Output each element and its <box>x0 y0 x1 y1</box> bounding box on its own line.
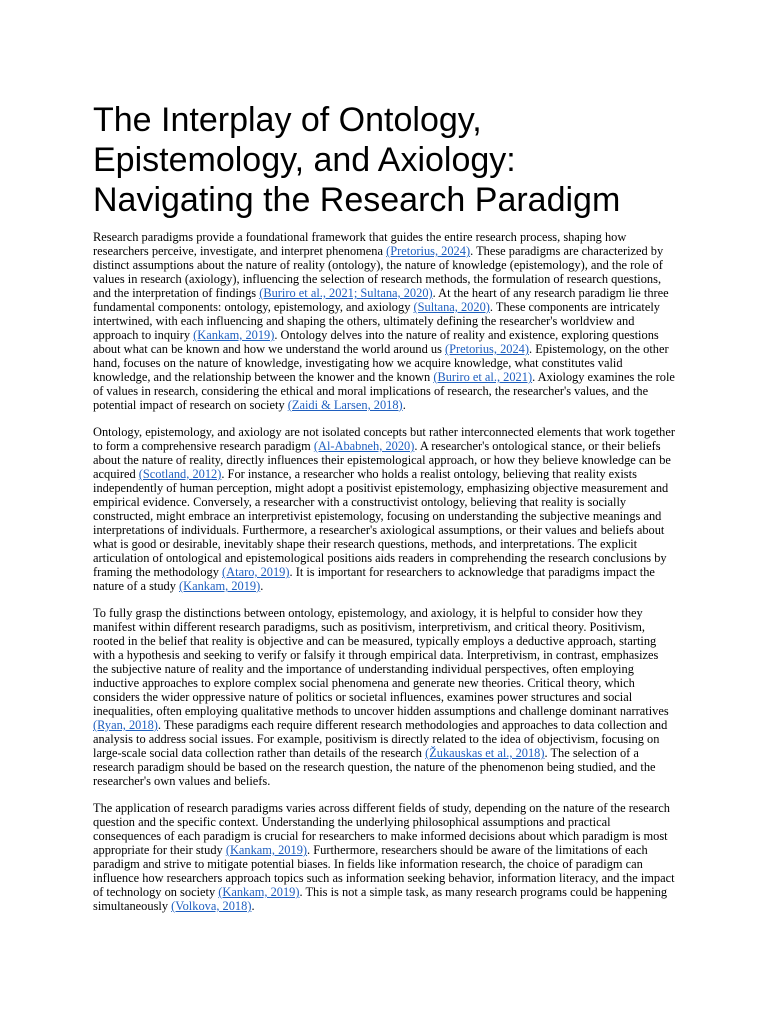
document-title: The Interplay of Ontology, Epistemology, and Axiology: Navigating the Research Paradigm <box>93 101 621 219</box>
citation-link[interactable]: (Buriro et al., 2021; Sultana, 2020) <box>259 286 433 300</box>
citation-link[interactable]: (Buriro et al., 2021) <box>433 370 533 384</box>
paragraph-text: The application of research paradigms varies across different fields of study, depending on the nature of the research question and the specific context. Understanding the underlying philosophical assumptions and practical consequences of each paradigm is crucial for researchers to make informed decisions about which paradigm is most appropriate for their study <box>93 801 670 857</box>
citation-link[interactable]: (Ryan, 2018) <box>93 718 158 732</box>
citation-link[interactable]: (Kankam, 2019) <box>179 579 261 593</box>
paragraph-text: . For instance, a researcher who holds a realist ontology, believing that reality exists independently of human perception, might adopt a positivist epistemology, emphasizing objective measurement and empirical evidence. Conversely, a researcher with a constructivist ontology, believing that reality is socially constructed, might embrace an interpretivist epistemology, focusing on understanding the subjective meanings and interpretations of individuals. Furthermore, a researcher's axiological assumptions, or their values and beliefs about what is good or desirable, inevitably shape their research questions, methods, and interpretations. The explicit articulation of ontological and epistemological positions aids readers in comprehending the research conclusions by framing the methodology <box>93 467 669 579</box>
paragraph-text: . Epistemology, on the other hand, focuses on the nature of knowledge, investigating how we acquire knowledge, what constitutes valid knowledge, and the relationship between the knower and the known <box>93 342 669 384</box>
paragraph-text: . <box>402 398 406 412</box>
paragraph-text: . <box>251 899 255 913</box>
paragraph-text: . These paradigms are characterized by distinct assumptions about the nature of reality (ontology), the nature of knowledge (epistemology), and the role of values in research (axiology), influencing the selection of research methods, the formulation of research questions, and the interpretation of findings <box>93 244 664 300</box>
document-body <box>93 230 675 913</box>
citation-link[interactable]: (Ataro, 2019) <box>222 565 290 579</box>
body-paragraph <box>93 425 675 593</box>
paragraph-text: . The selection of a research paradigm should be based on the research question, the nature of the phenomenon being studied, and the researcher's own values and beliefs. <box>93 746 656 788</box>
paragraph-text: . These components are intricately intertwined, with each influencing and shaping the others, ultimately defining the researcher's worldview and approach to inquiry <box>93 300 660 342</box>
citation-link[interactable]: (Kankam, 2019) <box>193 328 275 342</box>
paragraph-text: . <box>260 579 264 593</box>
citation-link[interactable]: (Scotland, 2012) <box>138 467 222 481</box>
citation-link[interactable]: (Zaidi & Larsen, 2018) <box>287 398 403 412</box>
paragraph-text: . Ontology delves into the nature of reality and existence, exploring questions about what can be known and how we understand the world around us <box>93 328 659 356</box>
citation-link[interactable]: (Pretorius, 2024) <box>386 244 471 258</box>
paragraph-text: . These paradigms each require different research methodologies and approaches to data collection and analysis to address social issues. For example, positivism is directly related to the idea of objectivism, focusing on large-scale social data collection rather than details of the research <box>93 718 668 760</box>
paragraph-text: Ontology, epistemology, and axiology are not isolated concepts but rather interconnected elements that work together to form a comprehensive research paradigm <box>93 425 675 453</box>
paragraph-text: . Furthermore, researchers should be aware of the limitations of each paradigm and strive to mitigate potential biases. In fields like information research, the choice of paradigm can influence how researchers approach topics such as information seeking behavior, information literacy, and the impact of technology on society <box>93 843 675 899</box>
citation-link[interactable]: (Pretorius, 2024) <box>445 342 529 356</box>
paragraph-text: . It is important for researchers to acknowledge that paradigms impact the nature of a study <box>93 565 655 593</box>
citation-link[interactable]: (Volkova, 2018) <box>171 899 252 913</box>
citation-link[interactable]: (Al-Ababneh, 2020) <box>313 439 415 453</box>
paragraph-text: . Axiology examines the role of values in research, considering the ethical and moral implications of research, the researcher's values, and the potential impact of research on society <box>93 370 675 412</box>
citation-link[interactable]: (Kankam, 2019) <box>225 843 308 857</box>
paragraph-text: To fully grasp the distinctions between ontology, epistemology, and axiology, it is helpful to consider how they manifest within different research paradigms, such as positivism, interpretivism, and critical theory. Positivism, rooted in the belief that reality is objective and can be measured, typically employs a deductive approach, starting with a hypothesis and seeking to verify or falsify it through empirical data. Interpretivism, in contrast, emphasizes the subjective nature of reality and the importance of understanding individual perspectives, often employing inductive approaches to explore complex social phenomena and generate new theories. Critical theory, which considers the wider oppressive nature of politics or societal influences, examines power structures and social inequalities, often employing qualitative methods to uncover hidden assumptions and challenge dominant narratives <box>93 606 669 718</box>
paragraph-text: . A researcher's ontological stance, or their beliefs about the nature of reality, directly influences their epistemological approach, or how they believe knowledge can be acquired <box>93 439 671 481</box>
body-paragraph <box>93 230 675 412</box>
citation-link[interactable]: (Žukauskas et al., 2018) <box>425 746 545 760</box>
paragraph-text: . This is not a simple task, as many research programs could be happening simultaneously <box>93 885 668 913</box>
paragraph-text: Research paradigms provide a foundational framework that guides the entire research process, shaping how researchers perceive, investigate, and interpret phenomena <box>93 230 627 258</box>
citation-link[interactable]: (Sultana, 2020) <box>413 300 490 314</box>
body-paragraph <box>93 606 675 788</box>
document-page <box>93 100 675 926</box>
body-paragraph <box>93 801 675 913</box>
paragraph-text: . At the heart of any research paradigm lie three fundamental components: ontology, epistemology, and axiology <box>93 286 669 314</box>
citation-link[interactable]: (Kankam, 2019) <box>218 885 300 899</box>
